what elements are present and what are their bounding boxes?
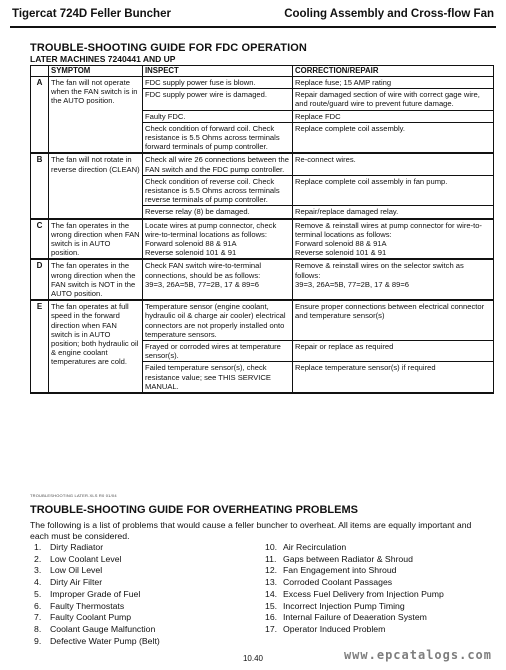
- list-item-text: Coolant Gauge Malfunction: [50, 623, 156, 634]
- list-item: [34, 636, 160, 648]
- row-symptom: The fan will not operate when the FAN switch is in the AUTO position.: [49, 77, 143, 154]
- row-symptom: The fan operates in the wrong direction when FAN switch is in AUTO position.: [49, 219, 143, 260]
- list-item-text: Incorrect Injection Pump Timing: [283, 600, 405, 611]
- list-item-text: Faulty Thermostats: [50, 600, 125, 611]
- col-repair: CORRECTION/REPAIR: [293, 66, 494, 77]
- row-symptom: The fan will not rotate in reverse direction (CLEAN): [49, 153, 143, 218]
- list-item-text: Low Coolant Level: [50, 553, 122, 564]
- inspect-cell: Faulty FDC.: [143, 110, 293, 122]
- list-item-number: 10.: [265, 542, 278, 552]
- table-row: [31, 219, 494, 260]
- col-inspect: INSPECT: [143, 66, 293, 77]
- list-item: [34, 612, 160, 624]
- list-item-text: Operator Induced Problem: [283, 623, 386, 634]
- inspect-cell: Failed temperature sensor(s), check resistance value; see THIS SERVICE MANUAL.: [143, 362, 293, 393]
- list-item-number: 14.: [265, 588, 278, 599]
- list-item-number: 9.: [34, 635, 42, 646]
- overheat-list-left: [34, 542, 160, 647]
- list-item-number: 4.: [34, 577, 42, 588]
- list-item: [265, 542, 444, 554]
- list-item: [265, 624, 444, 636]
- list-item-number: 5.: [34, 588, 42, 599]
- table-row: [31, 300, 494, 340]
- row-key: D: [31, 259, 49, 300]
- list-item: [34, 601, 160, 613]
- list-item-number: 15.: [265, 600, 278, 611]
- list-item-text: Gaps between Radiator & Shroud: [283, 553, 413, 564]
- table-row: [31, 259, 494, 300]
- inspect-cell: Check FAN switch wire-to-terminal connections, should be as follows: 39=3, 26A=5B, 77=2B, 17 & 89=6: [143, 259, 293, 300]
- repair-cell: Remove & reinstall wires at pump connector for wire-to-terminal locations as follows: Forward solenoid 88 & 91A Reverse solenoid 101 & 91: [293, 219, 494, 260]
- row-key: A: [31, 77, 49, 154]
- list-item-text: Air Recirculation: [283, 542, 347, 552]
- list-item-number: 7.: [34, 612, 42, 623]
- repair-cell: Replace complete coil assembly in fan pump.: [293, 175, 494, 206]
- list-item-text: Fan Engagement into Shroud: [283, 565, 397, 576]
- overheat-list-right: [265, 542, 444, 636]
- list-item: [34, 565, 160, 577]
- row-key: B: [31, 153, 49, 218]
- list-item-text: Low Oil Level: [50, 565, 103, 576]
- page-number: 10.40: [242, 654, 264, 663]
- inspect-cell: FDC supply power fuse is blown.: [143, 77, 293, 89]
- inspect-cell: Temperature sensor (engine coolant, hydraulic oil & charge air cooler) electrical connectors are not properly installed onto temperature sensors.: [143, 300, 293, 340]
- table-row: [31, 77, 494, 89]
- list-item-text: Dirty Air Filter: [50, 577, 103, 588]
- repair-cell: Repair damaged section of wire with correct gage wire, and route/guard wire to prevent future damage.: [293, 89, 494, 110]
- list-item: [34, 554, 160, 566]
- col-symptom: SYMPTOM: [49, 66, 143, 77]
- inspect-cell: FDC supply power wire is damaged.: [143, 89, 293, 110]
- inspect-cell: Check condition of reverse coil. Check resistance is 5.5 Ohms across terminals reverse terminals of pump controller.: [143, 175, 293, 206]
- watermark: www.epcatalogs.com: [343, 648, 492, 662]
- list-item-number: 12.: [265, 565, 278, 576]
- inspect-cell: Frayed or corroded wires at temperature sensor(s).: [143, 341, 293, 362]
- list-item: [34, 589, 160, 601]
- header-model: Tigercat 724D Feller Buncher: [12, 8, 171, 20]
- list-item: [265, 601, 444, 613]
- repair-cell: Repair/replace damaged relay.: [293, 206, 494, 219]
- header-section: Cooling Assembly and Cross-flow Fan: [284, 8, 494, 20]
- row-key: C: [31, 219, 49, 260]
- repair-cell: Repair or replace as required: [293, 341, 494, 362]
- table-row: [31, 153, 494, 175]
- fdc-table: [30, 65, 494, 394]
- list-item: [265, 554, 444, 566]
- overheat-title: TROUBLE-SHOOTING GUIDE FOR OVERHEATING PROBLEMS: [30, 504, 358, 516]
- list-item: [34, 624, 160, 636]
- repair-cell: Replace FDC: [293, 110, 494, 122]
- list-item-number: 1.: [34, 542, 42, 552]
- list-item: [265, 589, 444, 601]
- fdc-title: TROUBLE-SHOOTING GUIDE FOR FDC OPERATION: [30, 42, 307, 54]
- list-item: [34, 577, 160, 589]
- list-item-text: Faulty Coolant Pump: [50, 612, 132, 623]
- list-item-text: Improper Grade of Fuel: [50, 588, 141, 599]
- table-header-row: [31, 66, 494, 77]
- list-item-number: 17.: [265, 623, 278, 634]
- header-rule: [10, 26, 496, 28]
- col-key: [31, 66, 49, 77]
- repair-cell: Replace fuse; 15 AMP rating: [293, 77, 494, 89]
- inspect-cell: Check condition of forward coil. Check resistance is 5.5 Ohms across terminals forward terminals of pump controller.: [143, 122, 293, 153]
- list-item-text: Defective Water Pump (Belt): [50, 635, 160, 646]
- list-item: [34, 542, 160, 554]
- list-item-number: 6.: [34, 600, 42, 611]
- list-item-number: 13.: [265, 577, 278, 588]
- row-symptom: The fan operates in the wrong direction when the FAN switch is NOT in the AUTO position.: [49, 259, 143, 300]
- row-key: E: [31, 300, 49, 393]
- list-item-text: Excess Fuel Delivery from Injection Pump: [283, 588, 444, 599]
- list-item: [265, 612, 444, 624]
- list-item-text: Internal Failure of Deaeration System: [283, 612, 427, 623]
- fdc-table-body: [31, 77, 494, 394]
- repair-cell: Remove & reinstall wires on the selector switch as follows: 39=3, 26A=5B, 77=2B, 17 & 89=6: [293, 259, 494, 300]
- repair-cell: Ensure proper connections between electrical connector and temperature sensor(s): [293, 300, 494, 340]
- inspect-cell: Check all wire 26 connections between the FAN switch and the FDC pump controller.: [143, 153, 293, 175]
- list-item-text: Dirty Radiator: [50, 542, 104, 552]
- overheat-intro: The following is a list of problems that would cause a feller buncher to overheat. All items are equally important and each must be considered.: [30, 520, 472, 541]
- fdc-subtitle: LATER MACHINES 7240441 AND UP: [30, 54, 176, 64]
- inspect-cell: Locate wires at pump connector, check wire-to-terminal locations as follows: Forward solenoid 88 & 91A Reverse solenoid 101 & 91: [143, 219, 293, 260]
- list-item-number: 8.: [34, 623, 42, 634]
- repair-cell: Re-connect wires.: [293, 153, 494, 175]
- repair-cell: Replace temperature sensor(s) if required: [293, 362, 494, 393]
- list-item-number: 16.: [265, 612, 278, 623]
- row-symptom: The fan operates at full speed in the forward direction when FAN switch is in AUTO position; both hydraulic oil & engine coolant temperatures are cold.: [49, 300, 143, 393]
- list-item-number: 11.: [265, 553, 277, 564]
- list-item-text: Corroded Coolant Passages: [283, 577, 393, 588]
- list-item-number: 3.: [34, 565, 42, 576]
- repair-cell: Replace complete coil assembly.: [293, 122, 494, 153]
- footnote: TROUBLESHOOTING LATER.XLS R0 01/04: [30, 493, 117, 498]
- list-item: [265, 565, 444, 577]
- inspect-cell: Reverse relay (8) be damaged.: [143, 206, 293, 219]
- list-item-number: 2.: [34, 553, 42, 564]
- page-header: [10, 8, 496, 24]
- list-item: [265, 577, 444, 589]
